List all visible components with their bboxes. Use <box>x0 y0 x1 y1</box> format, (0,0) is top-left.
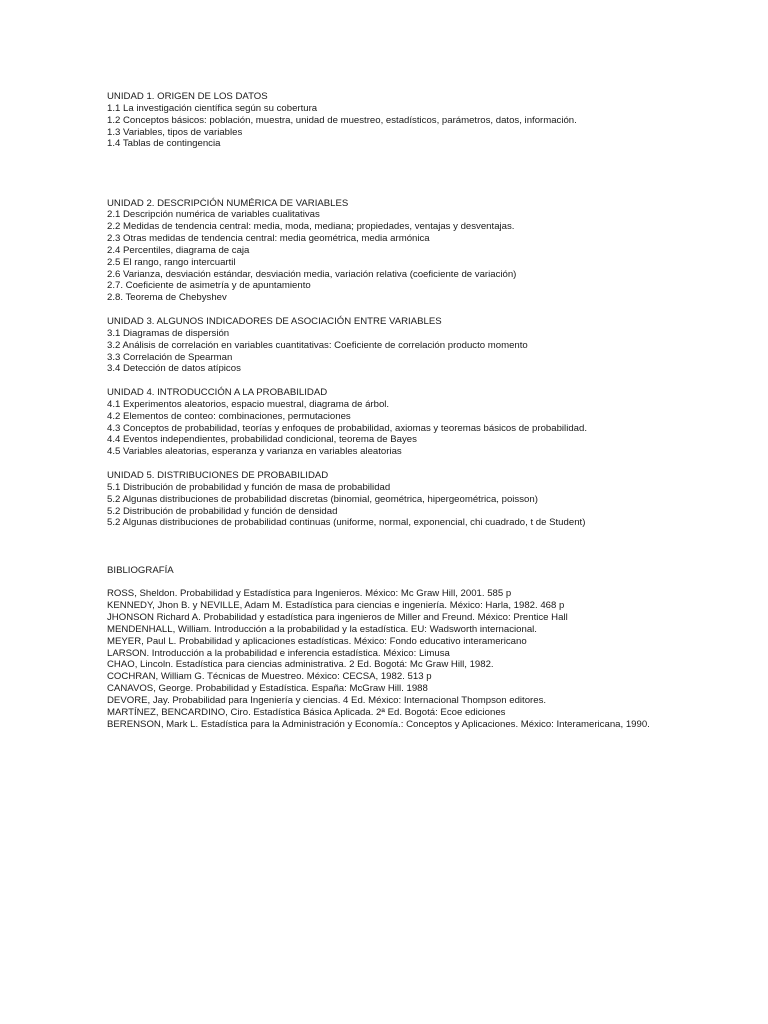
unit-5-section <box>107 470 737 529</box>
unit-4-section <box>107 387 737 458</box>
bibliography-entry: MEYER, Paul L. Probabilidad y aplicaciones estadísticas. México: Fondo educativo interamericano <box>107 635 527 647</box>
unit-5-item: 5.1 Distribución de probabilidad y función de masa de probabilidad <box>107 481 391 493</box>
unit-1-title: UNIDAD 1. ORIGEN DE LOS DATOS <box>107 91 268 102</box>
unit-3-section <box>107 316 737 375</box>
unit-3-item: 3.3 Correlación de Spearman <box>107 351 233 363</box>
unit-4-item: 4.4 Eventos independientes, probabilidad condicional, teorema de Bayes <box>107 434 417 446</box>
unit-2-item: 2.2 Medidas de tendencia central: media, moda, mediana; propiedades, ventajas y desventajas. <box>107 221 515 233</box>
section-spacer <box>107 162 737 198</box>
unit-1-item: 1.2 Conceptos básicos: población, muestra, unidad de muestreo, estadísticos, parámetros, datos, información. <box>107 114 577 126</box>
bibliography-entry: KENNEDY, Jhon B. y NEVILLE, Adam M. Estadística para ciencias e ingeniería. México: Harla, 1982. 468 p <box>107 600 565 612</box>
bibliography-entry: MENDENHALL, William. Introducción a la probabilidad y la estadística. EU: Wadsworth internacional. <box>107 623 537 635</box>
unit-4-item: 4.3 Conceptos de probabilidad, teorías y enfoques de probabilidad, axiomas y teoremas básicos de probabilidad. <box>107 422 587 434</box>
bibliography-entry: CHAO, Lincoln. Estadística para ciencias administrativa. 2 Ed. Bogotá: Mc Graw Hill, 1982. <box>107 659 494 671</box>
bibliography-entry: DEVORE, Jay. Probabilidad para Ingeniería y ciencias. 4 Ed. México: Internacional Thompson editores. <box>107 695 547 706</box>
unit-4-item: 4.2 Elementos de conteo: combinaciones, permutaciones <box>107 410 351 422</box>
unit-1-item: 1.3 Variables, tipos de variables <box>107 126 243 138</box>
unit-1-section <box>107 91 737 150</box>
unit-4-item: 4.1 Experimentos aleatorios, espacio muestral, diagrama de árbol. <box>107 398 390 410</box>
bibliography-entry: MARTÍNEZ, BENCARDINO, Ciro. Estadística Básica Aplicada. 2ª Ed. Bogotá: Ecoe ediciones <box>107 706 506 718</box>
bibliography-entry: BERENSON, Mark L. Estadística para la Administración y Economía.: Conceptos y Aplicaciones. México: Interamericana, 1990. <box>107 718 650 730</box>
unit-3-item: 3.4 Detección de datos atípicos <box>107 363 241 375</box>
bibliography-entry: COCHRAN, William G. Técnicas de Muestreo. México: CECSA, 1982. 513 p <box>107 671 432 683</box>
bibliography-entry: JHONSON Richard A. Probabilidad y estadística para ingenieros de Miller and Freund. México: Prentice Hall <box>107 612 568 624</box>
unit-2-item: 2.1 Descripción numérica de variables cualitativas <box>107 209 320 221</box>
bibliography-entry: LARSON. Introducción a la probabilidad e inferencia estadística. México: Limusa <box>107 647 450 659</box>
unit-2-section <box>107 198 737 305</box>
bibliography-entry: CANAVOS, George. Probabilidad y Estadística. España: McGraw Hill. 1988 <box>107 683 428 695</box>
unit-4-item: 4.5 Variables aleatorias, esperanza y varianza en variables aleatorias <box>107 446 402 458</box>
unit-5-item: 5.2 Algunas distribuciones de probabilidad discretas (binomial, geométrica, hipergeométrica, poisson) <box>107 493 538 505</box>
unit-4-title: UNIDAD 4. INTRODUCCIÓN A LA PROBABILIDAD <box>107 387 328 399</box>
unit-2-item: 2.3 Otras medidas de tendencia central: media geométrica, media armónica <box>107 233 430 245</box>
section-spacer <box>107 541 737 565</box>
unit-2-item: 2.4 Percentiles, diagrama de caja <box>107 244 250 256</box>
document-page <box>107 91 737 731</box>
bibliography-title: BIBLIOGRAFÍA <box>107 564 174 576</box>
bibliography-heading <box>107 565 737 577</box>
unit-2-item: 2.6 Varianza, desviación estándar, desviación media, variación relativa (coeficiente de variación) <box>107 268 517 280</box>
unit-1-item: 1.1 La investigación científica según su cobertura <box>107 102 318 114</box>
unit-2-item: 2.8. Teorema de Chebyshev <box>107 292 227 304</box>
bibliography-entry: ROSS, Sheldon. Probabilidad y Estadística para Ingenieros. México: Mc Graw Hill, 2001. 585 p <box>107 588 512 600</box>
unit-1-item: 1.4 Tablas de contingencia <box>107 138 221 150</box>
unit-3-item: 3.2 Análisis de correlación en variables cuantitativas: Coeficiente de correlación producto momento <box>107 339 528 351</box>
bibliography-list <box>107 588 737 730</box>
unit-2-item: 2.5 El rango, rango intercuartil <box>107 256 236 268</box>
unit-5-title: UNIDAD 5. DISTRIBUCIONES DE PROBABILIDAD <box>107 469 329 481</box>
unit-3-title: UNIDAD 3. ALGUNOS INDICADORES DE ASOCIACIÓN ENTRE VARIABLES <box>107 316 442 327</box>
unit-5-item: 5.2 Distribución de probabilidad y función de densidad <box>107 505 338 517</box>
unit-5-item: 5.2 Algunas distribuciones de probabilidad continuas (uniforme, normal, exponencial, chi cuadrado, t de Student) <box>107 517 586 529</box>
unit-2-title: UNIDAD 2. DESCRIPCIÓN NUMÉRICA DE VARIABLES <box>107 197 349 209</box>
unit-3-item: 3.1 Diagramas de dispersión <box>107 327 230 339</box>
unit-2-item: 2.7. Coeficiente de asimetría y de apuntamiento <box>107 280 311 292</box>
